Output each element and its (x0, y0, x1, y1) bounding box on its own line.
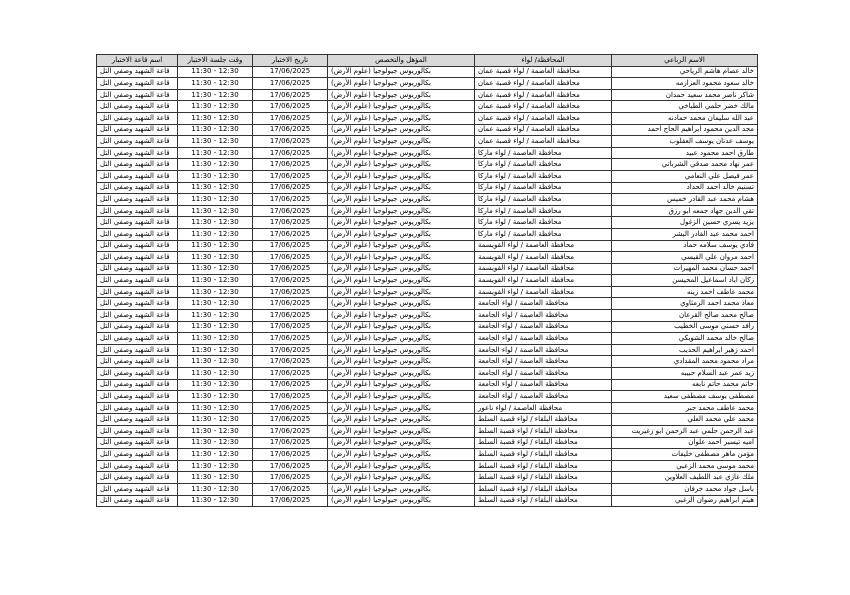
cell-name: تسنيم خالد احمد الحداد (612, 182, 758, 194)
cell-session-time: 11:30 - 12:30 (178, 170, 253, 182)
cell-name: صالح خالد محمد الشويكي (612, 333, 758, 345)
cell-session-time: 11:30 - 12:30 (178, 136, 253, 148)
cell-hall: قاعة الشهيد وصفي التل (97, 495, 178, 507)
cell-governorate: محافظة العاصمة / لواء القويسمة (475, 240, 612, 252)
cell-session-time: 11:30 - 12:30 (178, 321, 253, 333)
cell-hall: قاعة الشهيد وصفي التل (97, 460, 178, 472)
table-row (97, 275, 758, 287)
cell-name: معاذ محمد احمد الرمثاوي (612, 298, 758, 310)
cell-name: عبد الله سليمان محمد حمادنه (612, 112, 758, 124)
cell-qualification: بكالوريوس جيولوجيا (علوم الأرض) (328, 310, 475, 322)
cell-name: محمد عاطف احمد زينه (612, 286, 758, 298)
cell-qualification: بكالوريوس جيولوجيا (علوم الأرض) (328, 356, 475, 368)
cell-qualification: بكالوريوس جيولوجيا (علوم الأرض) (328, 263, 475, 275)
cell-qualification: بكالوريوس جيولوجيا (علوم الأرض) (328, 112, 475, 124)
cell-qualification: بكالوريوس جيولوجيا (علوم الأرض) (328, 379, 475, 391)
cell-exam-date: 17/06/2025 (253, 483, 328, 495)
cell-name: شاكر ناصر محمد سعيد حمدان (612, 89, 758, 101)
cell-hall: قاعة الشهيد وصفي التل (97, 170, 178, 182)
cell-exam-date: 17/06/2025 (253, 449, 328, 461)
cell-exam-date: 17/06/2025 (253, 78, 328, 90)
table-row (97, 147, 758, 159)
cell-exam-date: 17/06/2025 (253, 217, 328, 229)
cell-session-time: 11:30 - 12:30 (178, 147, 253, 159)
cell-session-time: 11:30 - 12:30 (178, 101, 253, 113)
cell-exam-date: 17/06/2025 (253, 414, 328, 426)
cell-name: مالك خضر حلمي الطباخي (612, 101, 758, 113)
cell-qualification: بكالوريوس جيولوجيا (علوم الأرض) (328, 286, 475, 298)
cell-exam-date: 17/06/2025 (253, 89, 328, 101)
cell-name: محمد علي محمد العلي (612, 414, 758, 426)
cell-name: احمد محمد عبد القادر البشر (612, 228, 758, 240)
cell-qualification: بكالوريوس جيولوجيا (علوم الأرض) (328, 124, 475, 136)
cell-hall: قاعة الشهيد وصفي التل (97, 101, 178, 113)
cell-qualification: بكالوريوس جيولوجيا (علوم الأرض) (328, 449, 475, 461)
table-row (97, 228, 758, 240)
cell-governorate: محافظة البلقاء / لواء قصبة السلط (475, 414, 612, 426)
cell-exam-date: 17/06/2025 (253, 66, 328, 78)
table-row (97, 449, 758, 461)
cell-hall: قاعة الشهيد وصفي التل (97, 89, 178, 101)
cell-exam-date: 17/06/2025 (253, 298, 328, 310)
table-row (97, 483, 758, 495)
cell-exam-date: 17/06/2025 (253, 170, 328, 182)
cell-session-time: 11:30 - 12:30 (178, 333, 253, 345)
cell-hall: قاعة الشهيد وصفي التل (97, 240, 178, 252)
cell-hall: قاعة الشهيد وصفي التل (97, 368, 178, 380)
cell-name: احمد مروان علي القيسي (612, 252, 758, 264)
cell-qualification: بكالوريوس جيولوجيا (علوم الأرض) (328, 426, 475, 438)
cell-qualification: بكالوريوس جيولوجيا (علوم الأرض) (328, 495, 475, 507)
cell-session-time: 11:30 - 12:30 (178, 263, 253, 275)
cell-governorate: محافظة العاصمة / لواء الجامعة (475, 344, 612, 356)
cell-session-time: 11:30 - 12:30 (178, 194, 253, 206)
table-row (97, 437, 758, 449)
cell-governorate: محافظة العاصمة / لواء القويسمة (475, 286, 612, 298)
table-row (97, 170, 758, 182)
cell-governorate: محافظة العاصمة / لواء قصبة عمان (475, 78, 612, 90)
cell-session-time: 11:30 - 12:30 (178, 449, 253, 461)
cell-exam-date: 17/06/2025 (253, 205, 328, 217)
table-row (97, 402, 758, 414)
cell-exam-date: 17/06/2025 (253, 263, 328, 275)
cell-name: هشام محمد عبد القادر خميس (612, 194, 758, 206)
header-name: الاسم الرباعي (612, 55, 758, 67)
cell-hall: قاعة الشهيد وصفي التل (97, 379, 178, 391)
cell-governorate: محافظة العاصمة / لواء قصبة عمان (475, 136, 612, 148)
table-row (97, 124, 758, 136)
cell-hall: قاعة الشهيد وصفي التل (97, 159, 178, 171)
cell-session-time: 11:30 - 12:30 (178, 286, 253, 298)
cell-qualification: بكالوريوس جيولوجيا (علوم الأرض) (328, 78, 475, 90)
table-row (97, 460, 758, 472)
cell-name: مؤمن ماهر مصطفى خليفات (612, 449, 758, 461)
cell-session-time: 11:30 - 12:30 (178, 275, 253, 287)
cell-name: احمد زهير ابراهيم الحديب (612, 344, 758, 356)
cell-name: مجد الدين محمود ابراهيم الحاج احمد (612, 124, 758, 136)
cell-name: طارق احمد محمود عبيد (612, 147, 758, 159)
cell-qualification: بكالوريوس جيولوجيا (علوم الأرض) (328, 460, 475, 472)
cell-governorate: محافظة العاصمة / لواء القويسمة (475, 275, 612, 287)
header-hall: اسم قاعة الاختبار (97, 55, 178, 67)
table-row (97, 344, 758, 356)
table-row (97, 240, 758, 252)
cell-qualification: بكالوريوس جيولوجيا (علوم الأرض) (328, 252, 475, 264)
cell-name: اميه تيسير احمد علوان (612, 437, 758, 449)
table-row (97, 495, 758, 507)
cell-name: مراد محمود محمد المقدادي (612, 356, 758, 368)
cell-exam-date: 17/06/2025 (253, 194, 328, 206)
cell-hall: قاعة الشهيد وصفي التل (97, 333, 178, 345)
cell-exam-date: 17/06/2025 (253, 182, 328, 194)
cell-session-time: 11:30 - 12:30 (178, 112, 253, 124)
table-row (97, 101, 758, 113)
cell-governorate: محافظة البلقاء / لواء قصبة السلط (475, 426, 612, 438)
cell-exam-date: 17/06/2025 (253, 472, 328, 484)
cell-hall: قاعة الشهيد وصفي التل (97, 147, 178, 159)
cell-name: مصطفى يوسف مصطفى سعيد (612, 391, 758, 403)
cell-session-time: 11:30 - 12:30 (178, 379, 253, 391)
cell-hall: قاعة الشهيد وصفي التل (97, 391, 178, 403)
table-row (97, 333, 758, 345)
table-row (97, 391, 758, 403)
cell-governorate: محافظة العاصمة / لواء القويسمة (475, 252, 612, 264)
cell-governorate: محافظة العاصمة / لواء ماركا (475, 182, 612, 194)
cell-qualification: بكالوريوس جيولوجيا (علوم الأرض) (328, 194, 475, 206)
table-row (97, 78, 758, 90)
table-row (97, 89, 758, 101)
cell-qualification: بكالوريوس جيولوجيا (علوم الأرض) (328, 136, 475, 148)
table-row (97, 252, 758, 264)
cell-hall: قاعة الشهيد وصفي التل (97, 112, 178, 124)
cell-session-time: 11:30 - 12:30 (178, 472, 253, 484)
cell-name: زكان اياد اسماعيل المحيسن (612, 275, 758, 287)
cell-qualification: بكالوريوس جيولوجيا (علوم الأرض) (328, 147, 475, 159)
cell-governorate: محافظة العاصمة / لواء الجامعة (475, 368, 612, 380)
cell-exam-date: 17/06/2025 (253, 136, 328, 148)
cell-name: محمد عاطف محمد جبر (612, 402, 758, 414)
cell-name: خالد عصام هاشم الرياحي (612, 66, 758, 78)
cell-qualification: بكالوريوس جيولوجيا (علوم الأرض) (328, 344, 475, 356)
cell-hall: قاعة الشهيد وصفي التل (97, 356, 178, 368)
cell-qualification: بكالوريوس جيولوجيا (علوم الأرض) (328, 101, 475, 113)
cell-exam-date: 17/06/2025 (253, 286, 328, 298)
cell-qualification: بكالوريوس جيولوجيا (علوم الأرض) (328, 217, 475, 229)
cell-hall: قاعة الشهيد وصفي التل (97, 321, 178, 333)
table-row (97, 310, 758, 322)
table-row (97, 414, 758, 426)
cell-governorate: محافظة العاصمة / لواء قصبة عمان (475, 101, 612, 113)
cell-governorate: محافظة العاصمة / لواء ماركا (475, 159, 612, 171)
cell-governorate: محافظة العاصمة / لواء الجامعة (475, 356, 612, 368)
cell-name: محمد موسى محمد الزعبي (612, 460, 758, 472)
cell-exam-date: 17/06/2025 (253, 437, 328, 449)
cell-name: يزيد يسري حسين الزغول (612, 217, 758, 229)
cell-name: رافد حسني موسى الخطيب (612, 321, 758, 333)
cell-exam-date: 17/06/2025 (253, 391, 328, 403)
cell-qualification: بكالوريوس جيولوجيا (علوم الأرض) (328, 240, 475, 252)
cell-qualification: بكالوريوس جيولوجيا (علوم الأرض) (328, 391, 475, 403)
cell-exam-date: 17/06/2025 (253, 159, 328, 171)
cell-name: عبد الرحمن حلمي عبد الرحمن ابو زغيريت (612, 426, 758, 438)
cell-governorate: محافظة العاصمة / لواء القويسمة (475, 263, 612, 275)
cell-hall: قاعة الشهيد وصفي التل (97, 483, 178, 495)
cell-qualification: بكالوريوس جيولوجيا (علوم الأرض) (328, 170, 475, 182)
cell-session-time: 11:30 - 12:30 (178, 402, 253, 414)
cell-qualification: بكالوريوس جيولوجيا (علوم الأرض) (328, 159, 475, 171)
table-row (97, 182, 758, 194)
cell-session-time: 11:30 - 12:30 (178, 426, 253, 438)
cell-hall: قاعة الشهيد وصفي التل (97, 136, 178, 148)
cell-hall: قاعة الشهيد وصفي التل (97, 286, 178, 298)
cell-exam-date: 17/06/2025 (253, 402, 328, 414)
cell-hall: قاعة الشهيد وصفي التل (97, 414, 178, 426)
cell-governorate: محافظة العاصمة / لواء الجامعة (475, 391, 612, 403)
cell-hall: قاعة الشهيد وصفي التل (97, 252, 178, 264)
cell-governorate: محافظة البلقاء / لواء قصبة السلط (475, 495, 612, 507)
cell-qualification: بكالوريوس جيولوجيا (علوم الأرض) (328, 472, 475, 484)
cell-governorate: محافظة العاصمة / لواء ماركا (475, 228, 612, 240)
cell-exam-date: 17/06/2025 (253, 252, 328, 264)
table-body (97, 66, 758, 507)
cell-governorate: محافظة العاصمة / لواء ماركا (475, 147, 612, 159)
cell-exam-date: 17/06/2025 (253, 101, 328, 113)
cell-session-time: 11:30 - 12:30 (178, 391, 253, 403)
cell-governorate: محافظة البلقاء / لواء قصبة السلط (475, 460, 612, 472)
cell-qualification: بكالوريوس جيولوجيا (علوم الأرض) (328, 414, 475, 426)
cell-governorate: محافظة البلقاء / لواء قصبة السلط (475, 449, 612, 461)
cell-exam-date: 17/06/2025 (253, 460, 328, 472)
cell-name: باسل جواد محمد خرفان (612, 483, 758, 495)
cell-session-time: 11:30 - 12:30 (178, 310, 253, 322)
cell-hall: قاعة الشهيد وصفي التل (97, 205, 178, 217)
cell-exam-date: 17/06/2025 (253, 321, 328, 333)
cell-qualification: بكالوريوس جيولوجيا (علوم الأرض) (328, 437, 475, 449)
cell-name: احمد حسان محمد المهيرات (612, 263, 758, 275)
cell-governorate: محافظة العاصمة / لواء قصبة عمان (475, 66, 612, 78)
cell-governorate: محافظة العاصمة / لواء ناعور (475, 402, 612, 414)
cell-session-time: 11:30 - 12:30 (178, 182, 253, 194)
cell-hall: قاعة الشهيد وصفي التل (97, 310, 178, 322)
cell-session-time: 11:30 - 12:30 (178, 78, 253, 90)
cell-exam-date: 17/06/2025 (253, 240, 328, 252)
cell-session-time: 11:30 - 12:30 (178, 252, 253, 264)
cell-hall: قاعة الشهيد وصفي التل (97, 78, 178, 90)
cell-exam-date: 17/06/2025 (253, 124, 328, 136)
cell-name: خالد سعود محمود العزازمه (612, 78, 758, 90)
cell-name: تقي الدين جهاد جمعه ابو رزق (612, 205, 758, 217)
cell-governorate: محافظة البلقاء / لواء قصبة السلط (475, 437, 612, 449)
cell-governorate: محافظة العاصمة / لواء ماركا (475, 217, 612, 229)
table-row (97, 368, 758, 380)
cell-governorate: محافظة العاصمة / لواء ماركا (475, 170, 612, 182)
cell-exam-date: 17/06/2025 (253, 356, 328, 368)
table-row (97, 66, 758, 78)
cell-governorate: محافظة العاصمة / لواء قصبة عمان (475, 89, 612, 101)
cell-hall: قاعة الشهيد وصفي التل (97, 402, 178, 414)
table-row (97, 112, 758, 124)
table-row (97, 286, 758, 298)
cell-name: هيثم ابراهيم رضوان الزغبي (612, 495, 758, 507)
cell-name: عمر فيصل علي النعامي (612, 170, 758, 182)
cell-name: ملك غازي عبد اللطيف العلاوين (612, 472, 758, 484)
exam-schedule-sheet (96, 54, 757, 507)
cell-session-time: 11:30 - 12:30 (178, 240, 253, 252)
cell-governorate: محافظة العاصمة / لواء الجامعة (475, 379, 612, 391)
cell-hall: قاعة الشهيد وصفي التل (97, 449, 178, 461)
cell-exam-date: 17/06/2025 (253, 147, 328, 159)
table-row (97, 263, 758, 275)
cell-exam-date: 17/06/2025 (253, 310, 328, 322)
table-row (97, 205, 758, 217)
cell-session-time: 11:30 - 12:30 (178, 205, 253, 217)
cell-name: يوسف عدنان يوسف العقلوب (612, 136, 758, 148)
table-row (97, 136, 758, 148)
cell-governorate: محافظة العاصمة / لواء ماركا (475, 205, 612, 217)
table-row (97, 426, 758, 438)
header-qualification: المؤهل والتخصص (328, 55, 475, 67)
cell-governorate: محافظة البلقاء / لواء قصبة السلط (475, 483, 612, 495)
cell-hall: قاعة الشهيد وصفي التل (97, 228, 178, 240)
cell-hall: قاعة الشهيد وصفي التل (97, 437, 178, 449)
cell-hall: قاعة الشهيد وصفي التل (97, 275, 178, 287)
cell-hall: قاعة الشهيد وصفي التل (97, 182, 178, 194)
cell-exam-date: 17/06/2025 (253, 379, 328, 391)
cell-qualification: بكالوريوس جيولوجيا (علوم الأرض) (328, 228, 475, 240)
cell-qualification: بكالوريوس جيولوجيا (علوم الأرض) (328, 298, 475, 310)
cell-session-time: 11:30 - 12:30 (178, 460, 253, 472)
cell-hall: قاعة الشهيد وصفي التل (97, 344, 178, 356)
cell-exam-date: 17/06/2025 (253, 368, 328, 380)
cell-hall: قاعة الشهيد وصفي التل (97, 263, 178, 275)
cell-exam-date: 17/06/2025 (253, 426, 328, 438)
exam-schedule-table (96, 54, 758, 507)
header-exam-date: تاريخ الاختبار (253, 55, 328, 67)
cell-session-time: 11:30 - 12:30 (178, 414, 253, 426)
table-row (97, 379, 758, 391)
cell-governorate: محافظة البلقاء / لواء قصبة السلط (475, 472, 612, 484)
cell-session-time: 11:30 - 12:30 (178, 159, 253, 171)
cell-session-time: 11:30 - 12:30 (178, 356, 253, 368)
cell-exam-date: 17/06/2025 (253, 275, 328, 287)
cell-hall: قاعة الشهيد وصفي التل (97, 298, 178, 310)
table-row (97, 217, 758, 229)
table-row (97, 159, 758, 171)
cell-session-time: 11:30 - 12:30 (178, 228, 253, 240)
cell-qualification: بكالوريوس جيولوجيا (علوم الأرض) (328, 205, 475, 217)
cell-qualification: بكالوريوس جيولوجيا (علوم الأرض) (328, 275, 475, 287)
cell-session-time: 11:30 - 12:30 (178, 437, 253, 449)
cell-session-time: 11:30 - 12:30 (178, 124, 253, 136)
cell-hall: قاعة الشهيد وصفي التل (97, 426, 178, 438)
cell-session-time: 11:30 - 12:30 (178, 368, 253, 380)
header-governorate: المحافظة/ لواء (475, 55, 612, 67)
cell-governorate: محافظة العاصمة / لواء الجامعة (475, 333, 612, 345)
cell-governorate: محافظة العاصمة / لواء قصبة عمان (475, 124, 612, 136)
cell-qualification: بكالوريوس جيولوجيا (علوم الأرض) (328, 333, 475, 345)
table-row (97, 194, 758, 206)
cell-exam-date: 17/06/2025 (253, 495, 328, 507)
table-row (97, 472, 758, 484)
header-session-time: وقت جلسة الاختبار (178, 55, 253, 67)
cell-exam-date: 17/06/2025 (253, 228, 328, 240)
cell-governorate: محافظة العاصمة / لواء الجامعة (475, 321, 612, 333)
cell-hall: قاعة الشهيد وصفي التل (97, 472, 178, 484)
cell-session-time: 11:30 - 12:30 (178, 298, 253, 310)
cell-qualification: بكالوريوس جيولوجيا (علوم الأرض) (328, 368, 475, 380)
cell-hall: قاعة الشهيد وصفي التل (97, 194, 178, 206)
cell-hall: قاعة الشهيد وصفي التل (97, 124, 178, 136)
cell-name: زيد عمر عبد السلام حبيبه (612, 368, 758, 380)
cell-qualification: بكالوريوس جيولوجيا (علوم الأرض) (328, 483, 475, 495)
table-row (97, 356, 758, 368)
cell-qualification: بكالوريوس جيولوجيا (علوم الأرض) (328, 66, 475, 78)
cell-session-time: 11:30 - 12:30 (178, 66, 253, 78)
cell-session-time: 11:30 - 12:30 (178, 344, 253, 356)
cell-qualification: بكالوريوس جيولوجيا (علوم الأرض) (328, 402, 475, 414)
cell-governorate: محافظة العاصمة / لواء ماركا (475, 194, 612, 206)
table-header-row (97, 55, 758, 67)
table-row (97, 298, 758, 310)
cell-governorate: محافظة العاصمة / لواء الجامعة (475, 298, 612, 310)
cell-qualification: بكالوريوس جيولوجيا (علوم الأرض) (328, 182, 475, 194)
cell-exam-date: 17/06/2025 (253, 112, 328, 124)
cell-session-time: 11:30 - 12:30 (178, 89, 253, 101)
cell-name: حاتم محمد حاتم نابغه (612, 379, 758, 391)
cell-qualification: بكالوريوس جيولوجيا (علوم الأرض) (328, 89, 475, 101)
cell-name: عمر نهاد محمد صدقي الشرباتي (612, 159, 758, 171)
cell-governorate: محافظة العاصمة / لواء قصبة عمان (475, 112, 612, 124)
cell-hall: قاعة الشهيد وصفي التل (97, 217, 178, 229)
cell-session-time: 11:30 - 12:30 (178, 483, 253, 495)
cell-name: فادي يوسف سلامه حماد (612, 240, 758, 252)
cell-exam-date: 17/06/2025 (253, 344, 328, 356)
cell-qualification: بكالوريوس جيولوجيا (علوم الأرض) (328, 321, 475, 333)
cell-hall: قاعة الشهيد وصفي التل (97, 66, 178, 78)
cell-session-time: 11:30 - 12:30 (178, 495, 253, 507)
cell-exam-date: 17/06/2025 (253, 333, 328, 345)
cell-governorate: محافظة العاصمة / لواء الجامعة (475, 310, 612, 322)
table-row (97, 321, 758, 333)
cell-session-time: 11:30 - 12:30 (178, 217, 253, 229)
cell-name: صالح محمد صالح القرعان (612, 310, 758, 322)
